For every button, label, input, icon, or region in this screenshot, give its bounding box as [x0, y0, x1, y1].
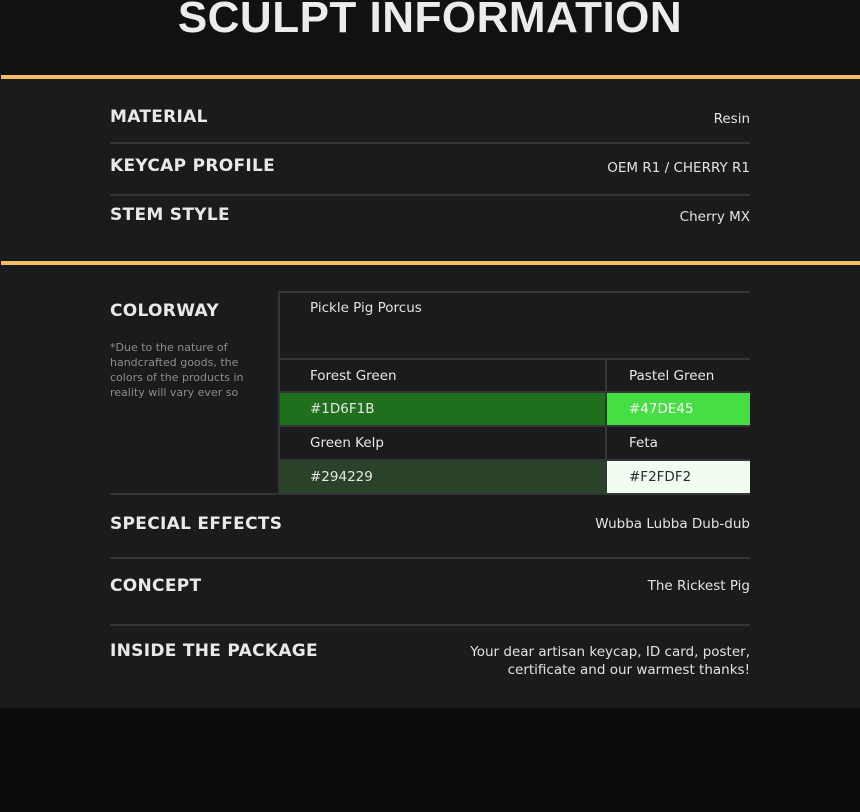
package-contents-label: INSIDE THE PACKAGE	[110, 641, 318, 661]
divider	[110, 493, 750, 495]
colorway-disclaimer: *Due to the nature of handcrafted goods, the colors of the products in reality will vary ever so	[110, 341, 244, 399]
color-name-cell	[280, 360, 605, 391]
color-name-cell	[280, 427, 605, 459]
color-hex: #1D6F1B	[310, 401, 375, 417]
divider	[110, 194, 750, 196]
special-effects-value: Wubba Lubba Dub-dub	[595, 516, 750, 532]
divider	[110, 142, 750, 144]
color-name: Green Kelp	[310, 435, 384, 451]
color-name: Forest Green	[310, 367, 397, 384]
divider	[278, 291, 750, 293]
specs-panel	[0, 79, 860, 261]
concept-label: CONCEPT	[110, 576, 202, 596]
color-swatch	[607, 461, 750, 493]
stem-style-value: Cherry MX	[679, 209, 750, 225]
stem-style-label: STEM STYLE	[110, 205, 230, 225]
keycap-profile-label: KEYCAP PROFILE	[110, 156, 276, 176]
color-hex: #47DE45	[629, 401, 694, 417]
colorway-name: Pickle Pig Porcus	[310, 300, 422, 316]
header-bar	[0, 0, 860, 75]
color-swatch	[280, 461, 605, 493]
special-effects-label: SPECIAL EFFECTS	[110, 514, 283, 534]
color-name-cell	[607, 427, 750, 459]
page-title: SCULPT INFORMATION	[177, 0, 683, 42]
color-name: Pastel Green	[629, 367, 715, 384]
color-swatch	[280, 393, 605, 425]
color-hex: #294229	[310, 469, 373, 485]
color-swatch-grid	[280, 358, 750, 493]
colorway-label: COLORWAY	[110, 301, 219, 321]
color-name-cell	[607, 360, 750, 391]
divider	[110, 624, 750, 626]
colorway-section	[110, 291, 750, 495]
color-swatch	[607, 393, 750, 425]
color-hex: #F2FDF2	[629, 469, 692, 485]
material-label: MATERIAL	[110, 107, 208, 127]
color-name: Feta	[629, 435, 658, 451]
material-value: Resin	[713, 111, 750, 127]
divider	[110, 557, 750, 559]
concept-value: The Rickest Pig	[647, 578, 750, 594]
package-contents-value: Your dear artisan keycap, ID card, poster, certificate and our warmest thanks!	[470, 644, 750, 678]
keycap-profile-value: OEM R1 / CHERRY R1	[607, 160, 750, 176]
